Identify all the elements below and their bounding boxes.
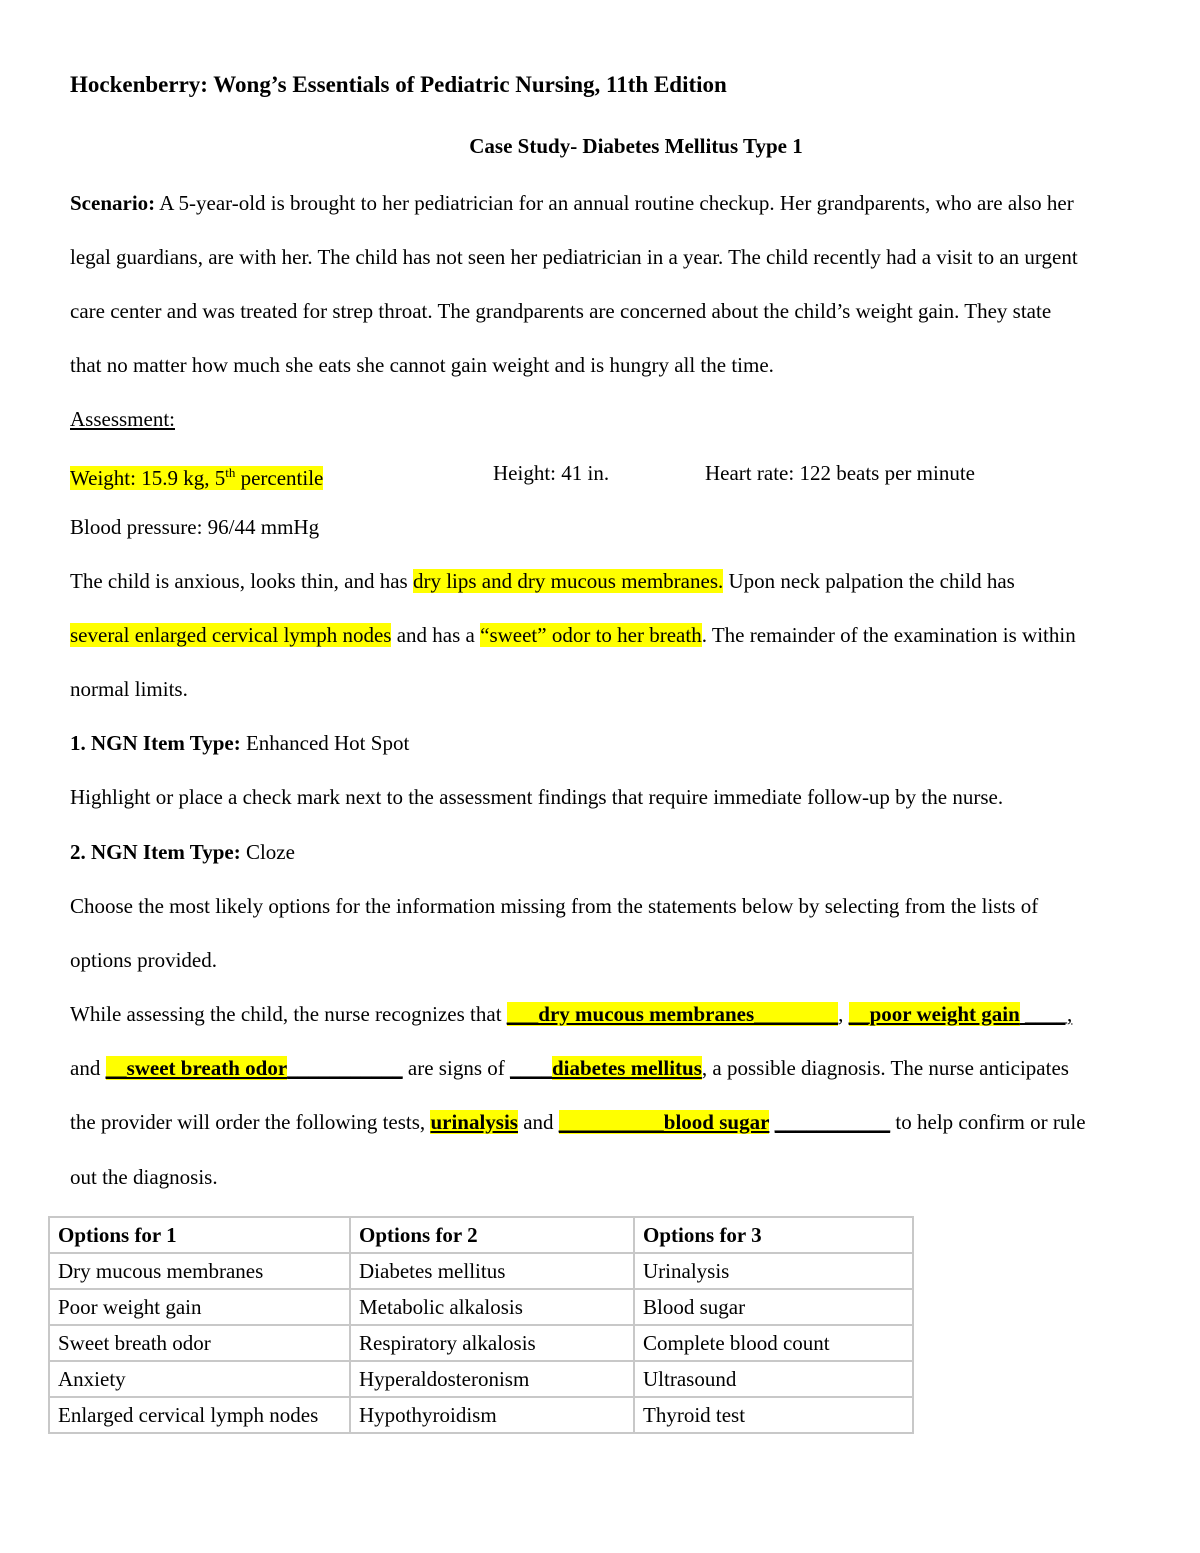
- cloze-sentence-line-4: out the diagnosis.: [70, 1165, 218, 1189]
- option-cell: Diabetes mellitus: [350, 1253, 634, 1289]
- assessment-paragraph-line-3: normal limits.: [70, 677, 188, 701]
- lymph-nodes-highlight: several enlarged cervical lymph nodes: [70, 623, 392, 647]
- table-row: [49, 1253, 913, 1289]
- table-row: [49, 1289, 913, 1325]
- scenario-line-4: that no matter how much she eats she cannot gain weight and is hungry all the time.: [70, 353, 774, 377]
- header-options-1: Options for 1: [49, 1217, 350, 1253]
- cloze-blank-poor-weight[interactable]: __poor weight gain: [848, 1002, 1020, 1026]
- cloze-sentence-line-3: the provider will order the following tests, urinalysis and __________blood sugar ___________ to help confirm or rule: [70, 1110, 1086, 1134]
- option-cell: Anxiety: [49, 1361, 350, 1397]
- blood-pressure-finding: Blood pressure: 96/44 mmHg: [70, 515, 320, 539]
- assessment-paragraph-line-1: The child is anxious, looks thin, and has dry lips and dry mucous membranes. Upon neck palpation the child has: [70, 569, 1015, 593]
- question-2-heading: 2. NGN Item Type: Cloze: [70, 840, 295, 864]
- option-cell: Enlarged cervical lymph nodes: [49, 1397, 350, 1433]
- question-2-instruction-2: options provided.: [70, 948, 217, 972]
- scenario-line-1: Scenario: A 5-year-old is brought to her pediatrician for an annual routine checkup. Her grandparents, who are also her: [70, 191, 1074, 215]
- cloze-blank-blood-sugar[interactable]: __________blood sugar: [558, 1110, 770, 1134]
- options-table: [48, 1216, 914, 1434]
- option-cell: Dry mucous membranes: [49, 1253, 350, 1289]
- cloze-blank-urinalysis[interactable]: urinalysis: [430, 1110, 518, 1134]
- table-row: [49, 1361, 913, 1397]
- sweet-odor-highlight: “sweet” odor to her breath: [480, 623, 702, 647]
- scenario-line-3: care center and was treated for strep throat. The grandparents are concerned about the child’s weight gain. They state: [70, 299, 1052, 323]
- option-cell: Blood sugar: [634, 1289, 913, 1325]
- cloze-sentence-line-1: While assessing the child, the nurse recognizes that ___dry mucous membranes________, __poor weight gain ____,: [70, 1002, 1073, 1026]
- scenario-label: Scenario:: [70, 191, 156, 215]
- header-options-2: Options for 2: [350, 1217, 634, 1253]
- option-cell: Complete blood count: [634, 1325, 913, 1361]
- height-finding: Height: 41 in.: [493, 461, 610, 485]
- cloze-sentence-line-2: and __sweet breath odor___________ are signs of ____diabetes mellitus, a possible diagnosis. The nurse anticipates: [70, 1056, 1069, 1080]
- question-1-heading: 1. NGN Item Type: Enhanced Hot Spot: [70, 731, 410, 755]
- option-cell: Thyroid test: [634, 1397, 913, 1433]
- option-cell: Urinalysis: [634, 1253, 913, 1289]
- option-cell: Ultrasound: [634, 1361, 913, 1397]
- case-study-subtitle: Case Study- Diabetes Mellitus Type 1: [469, 134, 803, 158]
- weight-finding: Weight: 15.9 kg, 5th percentile: [70, 465, 324, 490]
- option-cell: Respiratory alkalosis: [350, 1325, 634, 1361]
- header-options-3: Options for 3: [634, 1217, 913, 1253]
- question-1-instruction: Highlight or place a check mark next to the assessment findings that require immediate follow-up by the nurse.: [70, 785, 1004, 809]
- options-header-row: [49, 1217, 913, 1253]
- assessment-heading: Assessment:: [70, 407, 175, 431]
- table-row: [49, 1325, 913, 1361]
- option-cell: Poor weight gain: [49, 1289, 350, 1325]
- vitals-row: [70, 459, 1170, 492]
- option-cell: Metabolic alkalosis: [350, 1289, 634, 1325]
- document-title: Hockenberry: Wong’s Essentials of Pediatric Nursing, 11th Edition: [70, 72, 727, 97]
- heart-rate-finding: Heart rate: 122 beats per minute: [705, 461, 975, 485]
- table-row: [49, 1397, 913, 1433]
- scenario-line-2: legal guardians, are with her. The child has not seen her pediatrician in a year. The child recently had a visit to an urgent: [70, 245, 1078, 269]
- cloze-blank-dry-mucous[interactable]: ___dry mucous membranes________: [506, 1002, 839, 1026]
- option-cell: Hypothyroidism: [350, 1397, 634, 1433]
- option-cell: Sweet breath odor: [49, 1325, 350, 1361]
- cloze-blank-diabetes[interactable]: diabetes mellitus: [551, 1056, 702, 1080]
- question-2-instruction-1: Choose the most likely options for the information missing from the statements below by selecting from the lists of: [70, 894, 1039, 918]
- cloze-blank-sweet-breath[interactable]: __sweet breath odor: [105, 1056, 288, 1080]
- option-cell: Hyperaldosteronism: [350, 1361, 634, 1397]
- dry-membranes-highlight: dry lips and dry mucous membranes.: [412, 569, 724, 593]
- assessment-paragraph-line-2: several enlarged cervical lymph nodes and has a “sweet” odor to her breath. The remainder of the examination is within: [70, 623, 1076, 647]
